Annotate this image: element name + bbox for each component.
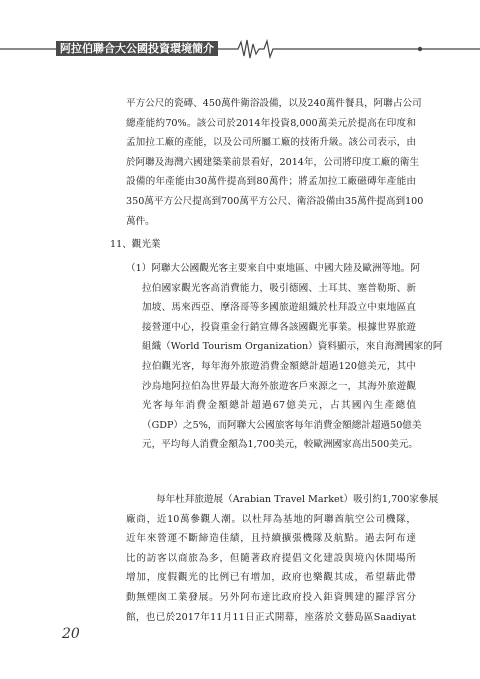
text-line: 350萬平方公尺提高到700萬平方公尺、衛浴設備由35萬件提高到100 [126,195,424,207]
text-line: 比的訪客以商旅為多，但隨著政府提倡文化建設與境內休閒場所 [126,552,416,564]
text-line: 總產能約70%。該公司於2014年投資8,000萬美元於提高在印度和 [126,117,416,129]
text-line: 廠商，近10萬參觀人潮。以杜拜為基地的阿聯酋航空公司機隊， [126,513,416,525]
text-line: 沙烏地阿拉伯為世界最大海外旅遊客戶來源之一，其海外旅遊觀 [142,380,416,392]
text-line: 增加，度假觀光的比例已有增加，政府也樂觀其成，希望藉此帶 [126,572,416,584]
text-line: 孟加拉工廠的產能，以及公司所屬工廠的技術升級。該公司表示，由 [126,137,416,149]
text-line: 加坡、馬來西亞、摩洛哥等多國旅遊組織於杜拜設立中東地區直 [142,302,416,314]
text-line: 接營運中心，投資重金行銷宣傳各該國觀光事業。根據世界旅遊 [142,321,416,333]
text-line: 拉伯國家觀光客高消費能力，吸引德國、土耳其、塞普勒斯、新 [142,282,416,294]
text-line: （GDP）之5%，而阿聯大公國旅客每年消費金額總計超過50億美 [142,419,422,431]
text-line: 拉伯觀光客，每年海外旅遊消費金額總計超過120億美元，其中 [142,360,416,372]
text-line: 元，平均每人消費金額為1,700美元，較歐洲國家高出500美元。 [142,439,419,451]
page-number: 20 [62,626,80,642]
text-line: 萬件。 [126,215,155,227]
text-line: 館，也已於2017年11月11日正式開幕，座落於文藝島區Saadiyat [126,611,416,623]
section-heading-tourism: 11、觀光業 [110,239,161,250]
text-line: 近年來營運不斷締造佳績，且持續擴張機隊及航點。過去阿布達 [126,533,416,545]
text-line: 組織（World Tourism Organization）資料顯示，來自海灣國家的阿 [142,341,443,353]
text-line: 於阿聯及海灣六國建築業前景看好，2014年，公司將印度工廠的衛生 [126,156,420,168]
text-line: （1）阿聯大公國觀光客主要來自中東地區、中國大陸及歐洲等地。阿 [126,263,420,274]
paragraph-travel-market [126,490,439,627]
text-line: 光客每年消費金額總計超過67億美元，占其國內生產總值 [142,400,416,412]
paragraph-ceramics [126,94,424,231]
text-line: 動無煙囪工業發展。另外阿布達比政府投入鉅資興建的羅浮宮分 [126,591,416,603]
header-title: 阿拉伯聯合大公國投資環境簡介 [56,41,218,56]
text-line: 每年杜拜旅遊展（Arabian Travel Market）吸引約1,700家參展 [156,494,439,505]
text-line: 平方公尺的瓷磚、450萬件衛浴設備，以及240萬件餐具，阿聯占公司 [126,98,422,109]
text-line: 設備的年產能由30萬件提高到80萬件；將孟加拉工廠磁磚年產能由 [126,176,416,188]
subsection-tourism-1 [126,259,443,455]
page-header [0,38,480,60]
